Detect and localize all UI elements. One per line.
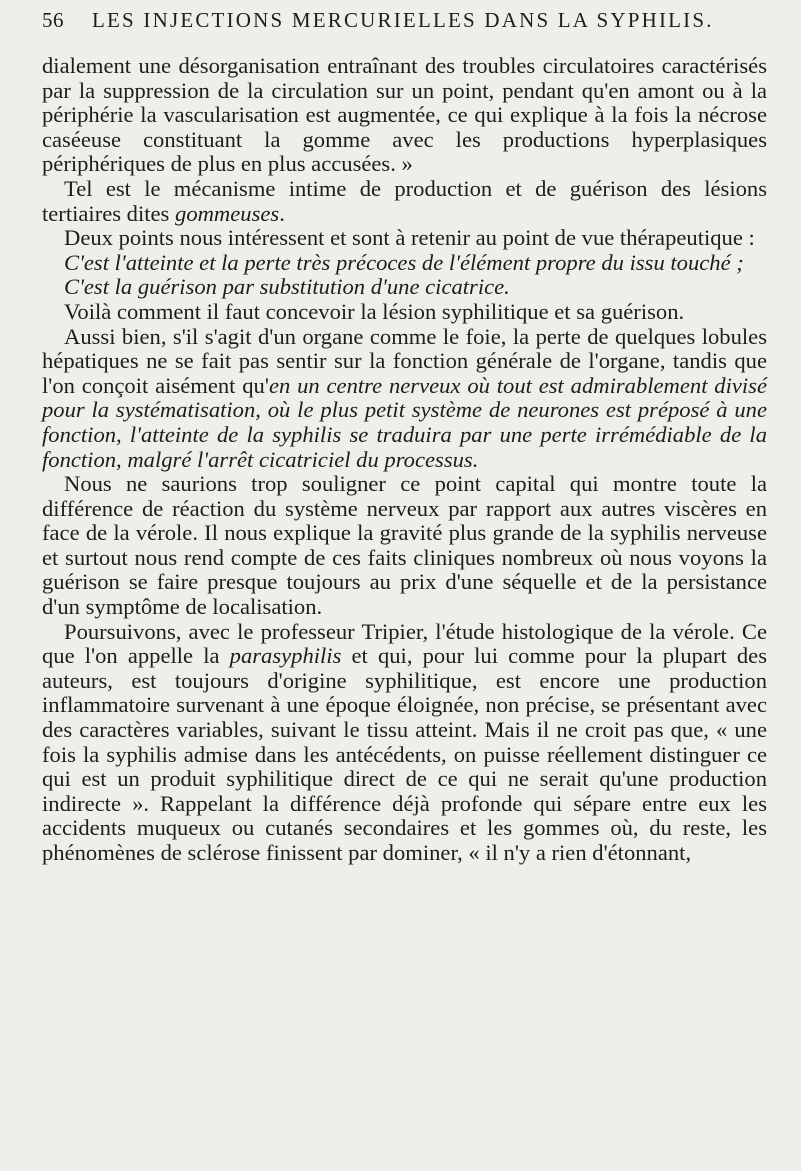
text-run: et qui, pour lui comme pour la plupart des auteurs, est toujours d'origine syphilitique, est encore une production inflammatoire survenant à une époque éloignée, non précise, se présentant avec des caractères variables, suivant le tissu atteint. Mais il ne croit pas que, « une fois la syphilis admise dans les antécédents, on puisse réellement distinguer ce qui est un produit syphilitique direct de ce qui ne serait qu'une production indirecte ». Rappelant la différence déjà profonde qui sépare entre eux les accidents muqueux ou cutanés secondaires et les gommes où, du reste, les phénomènes de sclérose finissent par dominer, « il n'y a rien d'étonnant, <box>42 643 767 865</box>
paragraph <box>42 251 767 276</box>
paragraph <box>42 472 767 620</box>
body-text <box>42 54 767 866</box>
running-header <box>42 8 767 54</box>
italic-text: C'est l'atteinte et la perte très précoces de l'élément propre du issu touché ; <box>64 249 744 275</box>
paragraph <box>42 300 767 325</box>
text-run: . <box>279 200 285 226</box>
text-run: Tel est le mécanisme intime de production et de guérison des lésions tertiaires dites <box>42 175 767 226</box>
text-run: Nous ne saurions trop souligner ce point capital qui montre toute la différence de réaction du système nerveux par rapport aux autres viscères en face de la vérole. Il nous explique la gravité plus grande de la syphilis nerveuse et surtout nous rend compte de ces faits cliniques nombreux où nous voyons la guérison se faire presque toujours au prix d'une séquelle et de la persistance d'un symptôme de localisation. <box>42 471 767 620</box>
text-run: Deux points nous intéressent et sont à retenir au point de vue thérapeutique : <box>64 225 755 251</box>
paragraph <box>42 620 767 866</box>
text-run: Poursuivons, avec le professeur Tripier, l'étude histologique de la vérole. Ce que l'on appelle la <box>42 618 767 669</box>
italic-text: en un centre nerveux où tout est admirablement divisé pour la systématisation, où le plus petit système de neurones est préposé à une fonction, l'atteinte de la syphilis se traduira par une perte irrémédiable de la fonction, malgré l'arrêt cicatriciel du processus. <box>42 372 768 472</box>
italic-text: C'est la guérison par substitution d'une cicatrice. <box>64 274 510 300</box>
paragraph <box>42 275 767 300</box>
text-run: Aussi bien, s'il s'agit d'un organe comme le foie, la perte de quelques lobules hépatiques ne se fait pas sentir sur la fonction générale de l'organe, tandis que l'on conçoit aisément qu' <box>42 323 767 398</box>
running-title: LES INJECTIONS MERCURIELLES DANS LA SYPHILIS. <box>92 8 714 32</box>
paragraph <box>42 177 767 226</box>
paragraph <box>42 54 767 177</box>
text-run: dialement une désorganisation entraînant des troubles circulatoires caractérisés par la suppression de la circulation sur un point, pendant qu'en amont ou à la périphérie la vascularisation est augmentée, ce qui explique à la fois la nécrose caséeuse constituant la gomme avec les productions hyperplasiques périphériques de plus en plus accusées. » <box>42 53 767 177</box>
paragraph <box>42 325 767 473</box>
italic-text: gommeuses <box>175 200 280 226</box>
paragraph <box>42 226 767 251</box>
text-run: Voilà comment il faut concevoir la lésion syphilitique et sa guérison. <box>64 298 685 324</box>
italic-text: parasyphilis <box>229 643 342 669</box>
page-number: 56 <box>42 8 64 32</box>
